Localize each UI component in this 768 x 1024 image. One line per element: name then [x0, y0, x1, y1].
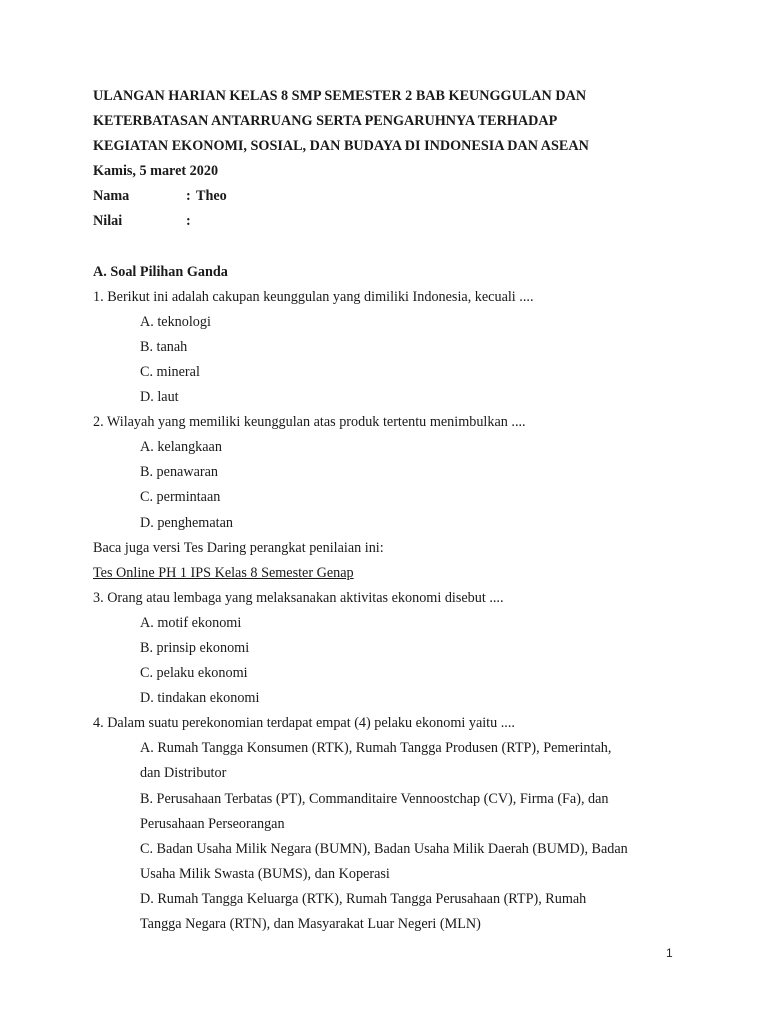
question-3-option-a: A. motif ekonomi	[140, 614, 242, 631]
question-1-option-d: D. laut	[140, 389, 179, 406]
field-nama-label: Nama	[93, 188, 130, 205]
question-4-option-c-line-1: C. Badan Usaha Milik Negara (BUMN), Badan Usaha Milik Daerah (BUMD), Badan	[140, 840, 628, 857]
question-3: 3. Orang atau lembaga yang melaksanakan aktivitas ekonomi disebut ....	[93, 589, 504, 606]
question-2: 2. Wilayah yang memiliki keunggulan atas produk tertentu menimbulkan ....	[93, 414, 526, 431]
question-2-option-a: A. kelangkaan	[140, 439, 222, 456]
section-title: A. Soal Pilihan Ganda	[93, 263, 228, 280]
question-4-option-c-line-2: Usaha Milik Swasta (BUMS), dan Koperasi	[140, 865, 390, 882]
question-3-option-c: C. pelaku ekonomi	[140, 665, 248, 682]
question-3-option-b: B. prinsip ekonomi	[140, 639, 250, 656]
question-2-option-c: C. permintaan	[140, 489, 221, 506]
field-nilai	[93, 209, 683, 234]
question-2-option-b: B. penawaran	[140, 464, 218, 481]
question-4-option-b-line-1: B. Perusahaan Terbatas (PT), Commanditaire Vennoostchap (CV), Firma (Fa), dan	[140, 790, 609, 807]
field-nama	[93, 184, 683, 209]
question-1: 1. Berikut ini adalah cakupan keunggulan yang dimiliki Indonesia, kecuali ....	[93, 288, 534, 305]
page-number: 1	[666, 946, 673, 960]
question-4-option-a-line-2: dan Distributor	[140, 765, 227, 782]
read-also-link[interactable]: Tes Online PH 1 IPS Kelas 8 Semester Genap	[93, 564, 354, 581]
question-4-option-b-line-2: Perusahaan Perseorangan	[140, 815, 285, 832]
read-also-link-row	[93, 561, 683, 586]
document-title-line-1: ULANGAN HARIAN KELAS 8 SMP SEMESTER 2 BAB KEUNGGULAN DAN	[93, 88, 587, 104]
question-4-option-d-line-1: D. Rumah Tangga Keluarga (RTK), Rumah Tangga Perusahaan (RTP), Rumah	[140, 890, 587, 907]
document-content	[93, 84, 683, 937]
spacer	[93, 235, 683, 260]
question-4-option-a-line-1: A. Rumah Tangga Konsumen (RTK), Rumah Tangga Produsen (RTP), Pemerintah,	[140, 740, 612, 757]
document-title-line-2: KETERBATASAN ANTARRUANG SERTA PENGARUHNYA TERHADAP	[93, 113, 558, 130]
question-1-option-a: A. teknologi	[140, 313, 211, 330]
read-also-text: Baca juga versi Tes Daring perangkat penilaian ini:	[93, 539, 384, 556]
question-1-option-c: C. mineral	[140, 363, 200, 380]
document-date: Kamis, 5 maret 2020	[93, 163, 219, 180]
document-title-line-3: KEGIATAN EKONOMI, SOSIAL, DAN BUDAYA DI INDONESIA DAN ASEAN	[93, 138, 589, 155]
question-3-option-d: D. tindakan ekonomi	[140, 690, 260, 707]
field-nilai-separator: :	[186, 213, 191, 230]
field-nilai-label: Nilai	[93, 213, 123, 230]
question-4-option-d-line-2: Tangga Negara (RTN), dan Masyarakat Luar Negeri (MLN)	[140, 916, 481, 932]
question-1-option-b: B. tanah	[140, 338, 188, 355]
field-nama-separator: :	[186, 188, 191, 205]
field-nama-value: Theo	[196, 188, 227, 205]
question-2-option-d: D. penghematan	[140, 514, 233, 531]
question-4: 4. Dalam suatu perekonomian terdapat empat (4) pelaku ekonomi yaitu ....	[93, 715, 515, 732]
